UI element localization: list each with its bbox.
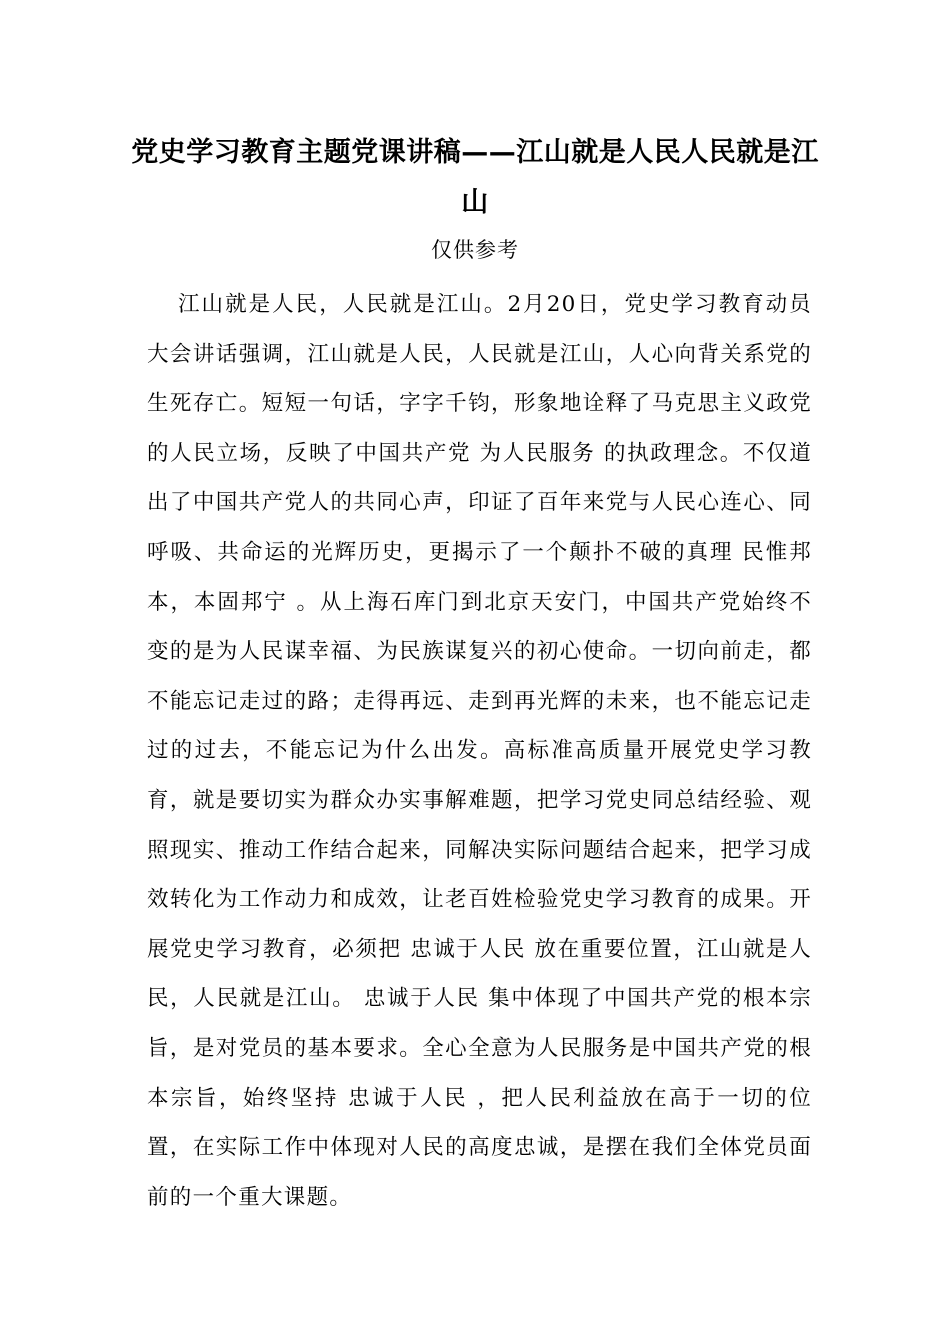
body-paragraph: 江山就是人民，人民就是江山。2月20日，党史学习教育动员大会讲话强调，江山就是人民，人民就是江山，人心向背关系党的生死存亡。短短一句话，字字千钧，形象地诠释了马克思主义政党的人民立场，反映了中国共产党 为人民服务 的执政理念。不仅道出了中国共产党人的共同心声，印证了百年来党与人民心连心、同呼吸、共命运的光辉历史，更揭示了一个颠扑不破的真理 民惟邦本，本固邦宁 。从上海石库门到北京天安门，中国共产党始终不变的是为人民谋幸福、为民族谋复兴的初心使命。一切向前走，都不能忘记走过的路；走得再远、走到再光辉的未来，也不能忘记走过的过去，不能忘记为什么出发。高标准高质量开展党史学习教育，就是要切实为群众办实事解难题，把学习党史同总结经验、观照现实、推动工作结合起来，同解决实际问题结合起来，把学习成效转化为工作动力和成效，让老百姓检验党史学习教育的成果。开展党史学习教育，必须把 忠诚于人民 放在重要位置，江山就是人民，人民就是江山。 忠诚于人民 集中体现了中国共产党的根本宗旨，是对党员的基本要求。全心全意为人民服务是中国共产党的根本宗旨，始终坚持 忠诚于人民 ，把人民利益放在高于一切的位置，在实际工作中体现对人民的高度忠诚，是摆在我们全体党员面前的一个重大课题。 <box>147 292 812 1210</box>
document-title: 党史学习教育主题党课讲稿——江山就是人民人民就是江山 <box>131 137 819 218</box>
document-subtitle: 仅供参考 <box>431 238 519 262</box>
